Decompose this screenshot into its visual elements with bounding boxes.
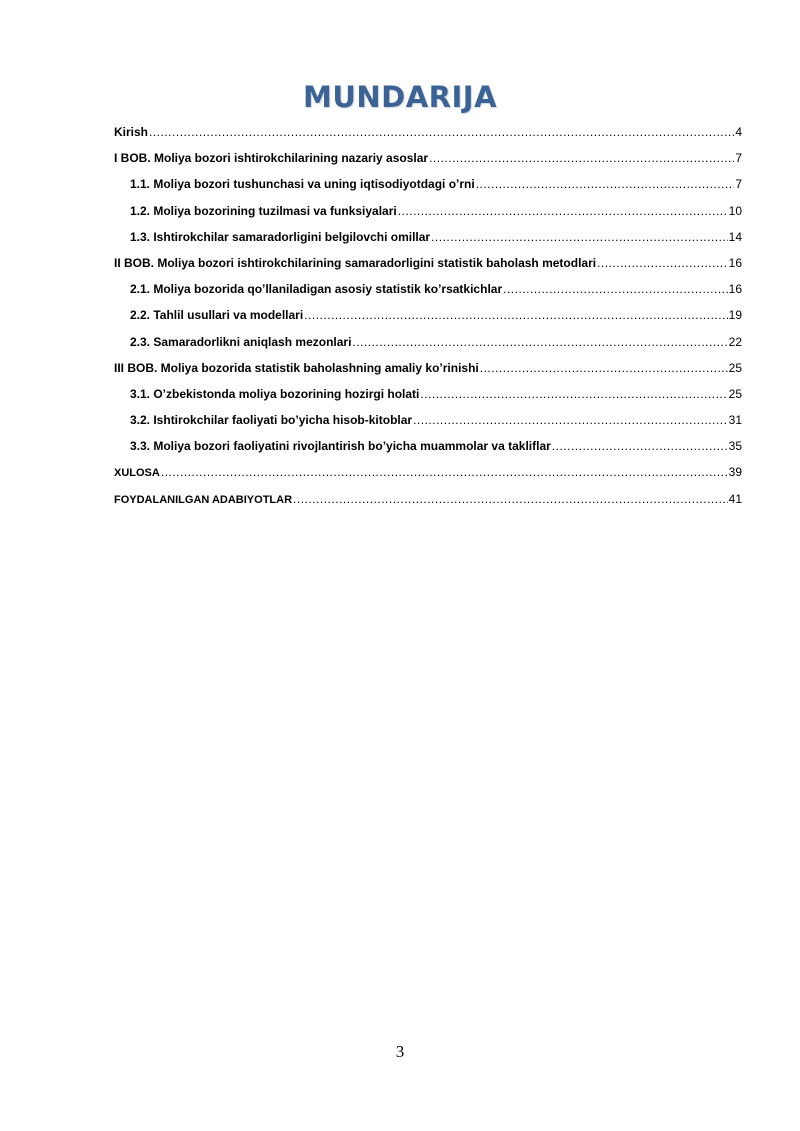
toc-entry-label: 3.1. O’zbekistonda moliya bozorining hozirgi holati	[130, 386, 420, 401]
toc-entry-label: 1.2. Moliya bozorining tuzilmasi va funksiyalari	[130, 203, 397, 218]
toc-entry[interactable]	[114, 253, 742, 279]
toc-leader-dots	[149, 122, 734, 142]
toc-leader-dots	[503, 279, 728, 299]
toc-entry-label: 1.3. Ishtirokchilar samaradorligini belgilovchi omillar	[130, 229, 431, 244]
toc-entry[interactable]	[114, 436, 742, 462]
toc-entry-label: I BOB. Moliya bozori ishtirokchilarining nazariy asoslar	[114, 151, 429, 166]
toc-entry-page: 7	[735, 151, 742, 166]
toc-entry-page: 14	[728, 229, 742, 244]
toc-leader-dots	[398, 201, 728, 221]
page-title: MUNDARIJA	[302, 80, 498, 114]
toc-entry[interactable]	[114, 148, 742, 174]
toc-leader-dots	[431, 227, 728, 247]
toc-entry[interactable]	[114, 305, 742, 331]
toc-leader-dots	[352, 332, 727, 352]
toc-entry-page: 10	[728, 203, 742, 218]
toc-entry-page: 31	[728, 413, 742, 428]
toc-entry-label: 2.2. Tahlil usullari va modellari	[130, 308, 304, 323]
toc-leader-dots	[597, 253, 728, 273]
toc-entry-page: 25	[728, 360, 742, 375]
toc-entry-page: 16	[728, 282, 742, 297]
toc-entry[interactable]	[114, 410, 742, 436]
toc-entry-page: 39	[728, 465, 742, 480]
toc-entry-label: 1.1. Moliya bozori tushunchasi va uning iqtisodiyotdagi o’rni	[130, 177, 475, 192]
toc-entry-page: 16	[728, 255, 742, 270]
toc-leader-dots	[480, 358, 728, 378]
toc-entry[interactable]	[114, 384, 742, 410]
toc-entry-page: 7	[735, 177, 742, 192]
toc-entry-label: 2.1. Moliya bozorida qo’llaniladigan asosiy statistik ko’rsatkichlar	[130, 282, 503, 297]
page-number: 3	[395, 1042, 405, 1061]
toc-entry-label: Kirish	[114, 125, 149, 139]
toc-entry-label: II BOB. Moliya bozori ishtirokchilarining samaradorligini statistik baholash metodlari	[114, 255, 597, 270]
toc-entry-page: 35	[728, 439, 742, 454]
toc-entry-page: 4	[735, 125, 742, 139]
toc-entry-label: 2.3. Samaradorlikni aniqlash mezonlari	[130, 334, 352, 349]
toc-leader-dots	[420, 384, 727, 404]
toc-entry-page: 22	[728, 334, 742, 349]
toc-leader-dots	[429, 148, 734, 168]
toc-leader-dots	[476, 174, 735, 194]
toc-entry[interactable]	[114, 174, 742, 200]
toc-entry-label: 3.3. Moliya bozori faoliyatini rivojlantirish bo’yicha muammolar va takliflar	[130, 439, 551, 454]
toc-entry-label: XULOSA	[114, 467, 160, 480]
toc-entry[interactable]	[114, 332, 742, 358]
toc-leader-dots	[304, 305, 727, 325]
toc-leader-dots	[413, 410, 728, 430]
toc-entry-label: III BOB. Moliya bozorida statistik baholashning amaliy ko’rinishi	[114, 360, 479, 375]
toc-entry[interactable]	[114, 227, 742, 253]
toc-entry[interactable]	[114, 122, 742, 148]
toc-entry[interactable]	[114, 489, 742, 515]
table-of-contents	[114, 122, 742, 515]
toc-entry[interactable]	[114, 462, 742, 488]
toc-entry[interactable]	[114, 201, 742, 227]
toc-entry-label: FOYDALANILGAN ADABIYOTLAR	[114, 493, 293, 506]
toc-entry-page: 19	[728, 308, 742, 323]
toc-leader-dots	[293, 489, 728, 509]
toc-leader-dots	[161, 462, 728, 482]
toc-entry-page: 41	[728, 491, 742, 506]
toc-leader-dots	[552, 436, 728, 456]
toc-entry[interactable]	[114, 279, 742, 305]
toc-entry-label: 3.2. Ishtirokchilar faoliyati bo’yicha hisob-kitoblar	[130, 413, 413, 428]
toc-entry-page: 25	[728, 386, 742, 401]
toc-entry[interactable]	[114, 358, 742, 384]
